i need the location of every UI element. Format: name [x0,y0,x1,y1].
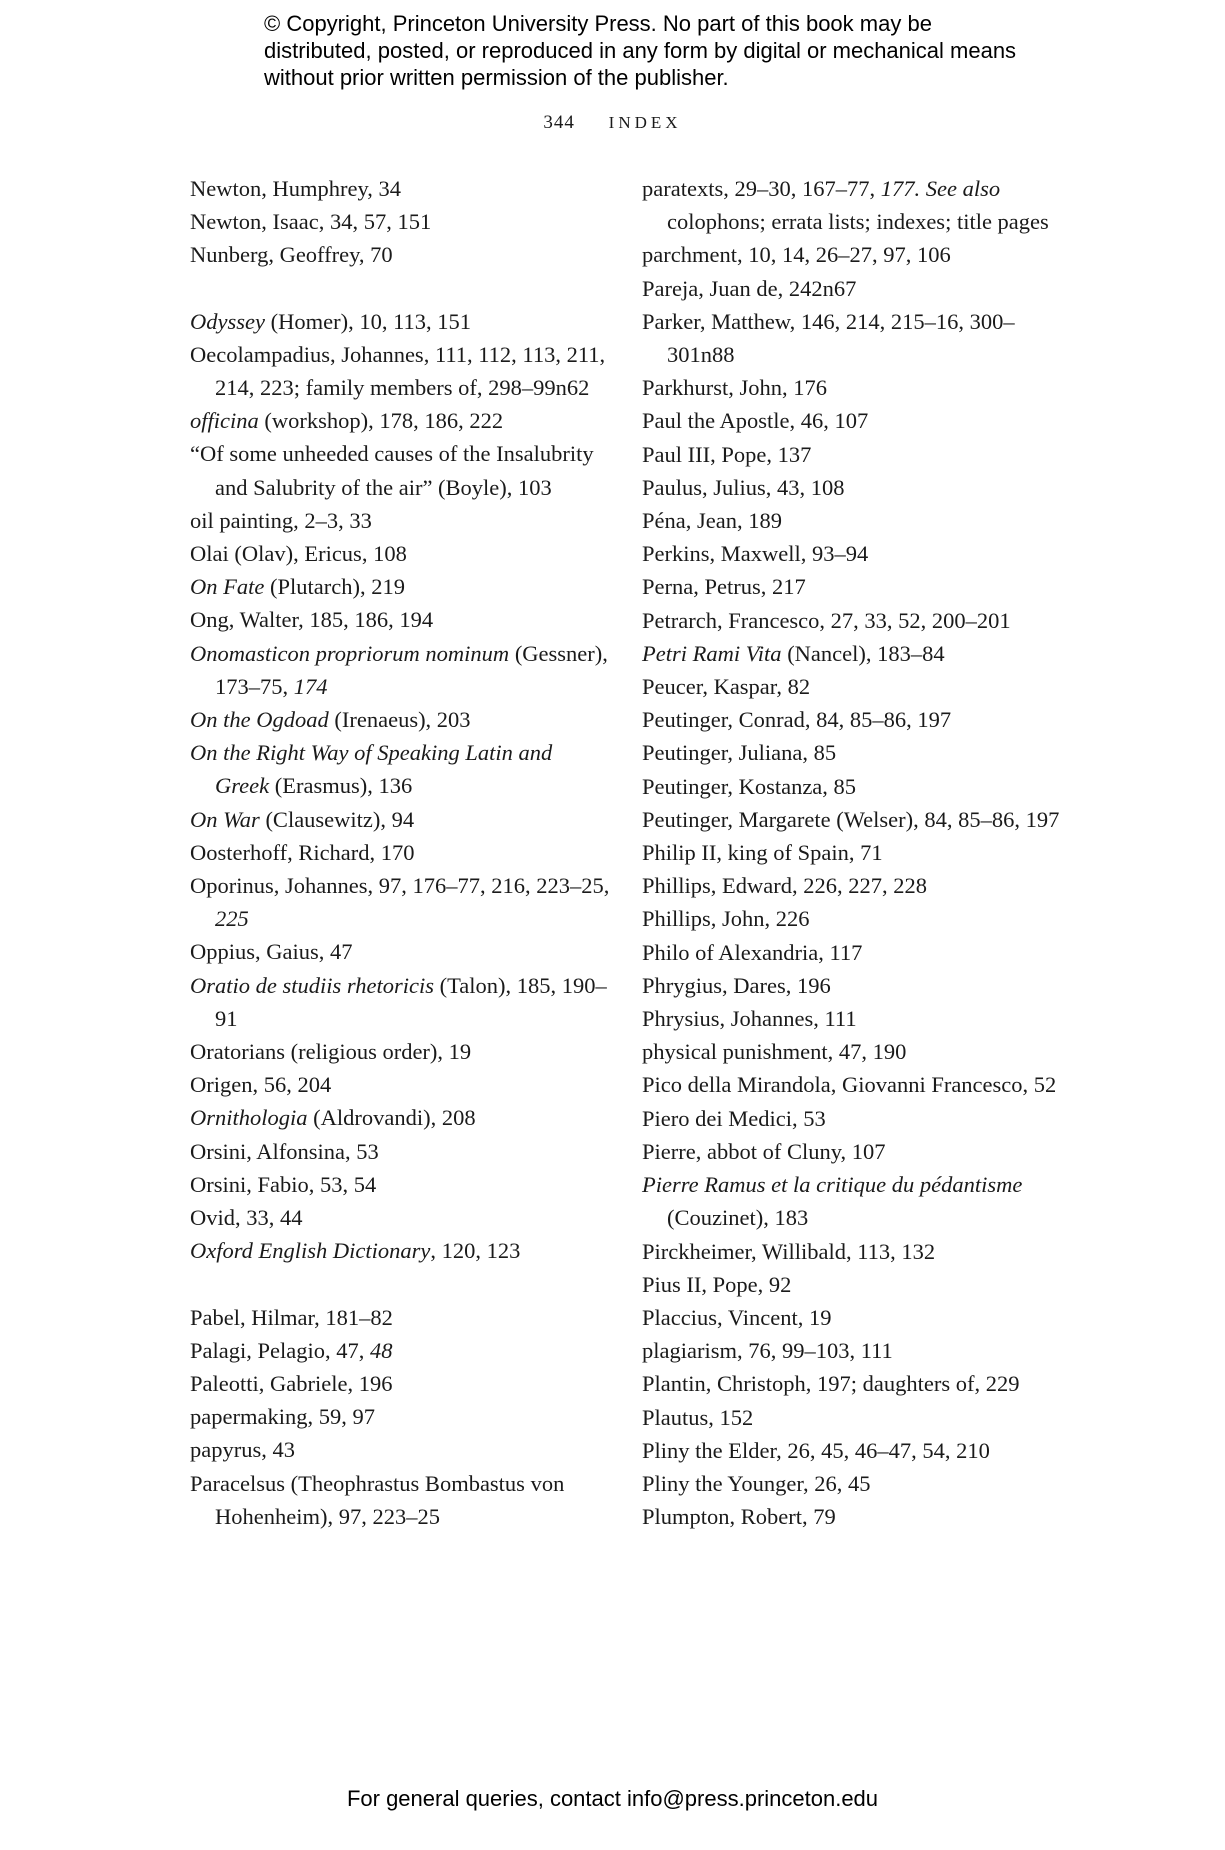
entry-text: Peutinger, Juliana, 85 [642,740,837,766]
index-entry [642,305,1062,371]
entry-text: Peutinger, Conrad, 84, 85–86, 197 [642,707,952,733]
index-entry [642,604,1062,637]
index-entry [642,1334,1062,1367]
index-entry [190,1433,610,1466]
entry-text: Ong, Walter, 185, 186, 194 [190,607,434,633]
index-entry [190,869,610,935]
entry-text: oil painting, 2–3, 33 [190,507,372,533]
entry-italic-text: Odyssey [190,308,265,334]
entry-text: (Talon), 185, 190–91 [215,972,607,1031]
index-entry [642,1168,1062,1234]
entry-italic-text: 225 [215,906,249,932]
index-entry [190,570,610,603]
entry-italic-text: 48 [369,1337,393,1363]
entry-text: Pierre, abbot of Cluny, 107 [642,1138,886,1164]
entry-italic-text: Pierre Ramus et la critique du pédantisme [642,1172,1023,1198]
index-entry [642,1268,1062,1301]
index-entry [190,338,610,404]
entry-text: Phrysius, Johannes, 111 [642,1006,857,1032]
index-entry [190,1168,610,1201]
index-entry [190,1035,610,1068]
entry-text: Orsini, Alfonsina, 53 [190,1138,379,1164]
entry-text: Paracelsus (Theophrastus Bombastus von Hohenheim), 97, 223–25 [190,1470,565,1529]
index-entry [642,770,1062,803]
entry-text: Petrarch, Francesco, 27, 33, 52, 200–201 [642,607,1011,633]
index-entry [642,1500,1062,1533]
entry-text: Placcius, Vincent, 19 [642,1304,832,1330]
index-entry [190,1400,610,1433]
entry-text: papyrus, 43 [190,1437,295,1463]
entry-text: Piero dei Medici, 53 [642,1105,826,1131]
index-entry [642,172,1062,238]
entry-text: Newton, Humphrey, 34 [190,176,402,201]
entry-text: parchment, 10, 14, 26–27, 97, 106 [642,242,951,268]
entry-text: Pico della Mirandola, Giovanni Francesco, 52 [642,1072,1057,1098]
entry-text: Pabel, Hilmar, 181–82 [190,1304,393,1330]
index-entry [642,1068,1062,1101]
entry-text: Pliny the Elder, 26, 45, 46–47, 54, 210 [642,1437,990,1463]
entry-italic-text: Oratio de studiis rhetoricis [190,972,434,998]
index-entry [642,1367,1062,1400]
index-entry [642,703,1062,736]
entry-italic-text: Onomasticon propriorum nominum [190,640,510,666]
index-column-right [642,172,1062,1533]
entry-italic-text: On the Ogdoad [190,707,329,733]
entry-text: Philo of Alexandria, 117 [642,939,863,965]
entry-text: (Plutarch), 219 [264,574,405,600]
entry-text: Phrygius, Dares, 196 [642,972,831,998]
index-entry [190,437,610,503]
index-entry [642,836,1062,869]
entry-text: Palagi, Pelagio, 47, [190,1337,370,1363]
entry-text: Perkins, Maxwell, 93–94 [642,541,869,567]
index-entry [190,1101,610,1134]
index-entry [642,537,1062,570]
entry-text: plagiarism, 76, 99–103, 111 [642,1338,893,1364]
entry-italic-text: On War [190,806,260,832]
index-entry [642,869,1062,902]
entry-italic-text: officina [190,408,259,434]
index-entry [190,172,610,205]
index-entry [190,969,610,1035]
entry-text: Phillips, Edward, 226, 227, 228 [642,873,927,899]
index-entry [190,1301,610,1334]
index-entry [642,803,1062,836]
entry-italic-text: 174 [293,673,328,699]
index-entry [642,1235,1062,1268]
index-entry [642,471,1062,504]
index-column-left [190,172,610,1533]
index-entry [190,1234,610,1267]
index-entry [642,969,1062,1002]
index-entry [190,238,610,271]
entry-text: (Clausewitz), 94 [259,806,415,832]
entry-text: Paul the Apostle, 46, 107 [642,408,869,434]
entry-text: Paleotti, Gabriele, 196 [190,1370,393,1396]
index-entry [190,1467,610,1533]
entry-text: Plumpton, Robert, 79 [642,1504,836,1530]
index-entry [642,902,1062,935]
index-entry [190,1135,610,1168]
entry-text: Parker, Matthew, 146, 214, 215–16, 300–301n88 [642,308,1015,368]
entry-text: Orsini, Fabio, 53, 54 [190,1171,377,1197]
index-entry [190,1367,610,1400]
index-entry [642,670,1062,703]
index-entry [642,272,1062,305]
index-entry [190,836,610,869]
index-entry [642,570,1062,603]
entry-text: Origen, 56, 204 [190,1072,332,1098]
index-entry [190,1334,610,1367]
index-entry [642,404,1062,437]
entry-text: (Couzinet), 183 [667,1205,809,1231]
index-entry [190,537,610,570]
entry-text: Philip II, king of Spain, 71 [642,840,883,866]
index-entry [642,1301,1062,1334]
entry-text: Newton, Isaac, 34, 57, 151 [190,209,432,235]
entry-italic-text: Ornithologia [190,1105,308,1131]
footer-contact: For general queries, contact info@press.princeton.edu [346,1786,879,1811]
entry-text: (Gessner), 173–75, [215,640,608,699]
entry-text: (Nancel), 183–84 [781,640,945,666]
entry-text: (Aldrovandi), 208 [307,1105,476,1131]
index-entry [190,404,610,437]
entry-text: Oratorians (religious order), 19 [190,1039,472,1065]
copyright-notice: © Copyright, Princeton University Press. No part of this book may be distributed, posted, or reproduced in any form by digital or mechanical means without prior written permission of the publisher. [264,11,1017,90]
entry-text: Perna, Petrus, 217 [642,574,806,600]
entry-text: Nunberg, Geoffrey, 70 [190,242,393,268]
index-entry [190,1201,610,1234]
entry-text: Paulus, Julius, 43, 108 [642,474,845,500]
index-entry [642,1434,1062,1467]
entry-text: Peutinger, Margarete (Welser), 84, 85–86, 197 [642,806,1060,832]
index-entry [190,703,610,736]
index-entry [642,1002,1062,1035]
index-entry [642,936,1062,969]
section-title: INDEX [608,113,682,132]
entry-text: (workshop), 178, 186, 222 [258,408,504,434]
entry-text: Pareja, Juan de, 242n67 [642,275,857,301]
index-entry [190,205,610,238]
entry-text: Paul III, Pope, 137 [642,441,812,467]
index-entry [642,1135,1062,1168]
index-entry [190,736,610,802]
entry-text: Parkhurst, John, 176 [642,375,827,401]
entry-text: “Of some unheeded causes of the Insalubrity and Salubrity of the air” (Boyle), 103 [190,441,594,500]
entry-text: Olai (Olav), Ericus, 108 [190,541,407,567]
entry-text: (Irenaeus), 203 [328,707,471,733]
index-entry [190,603,610,636]
entry-text: Plautus, 152 [642,1404,754,1430]
entry-text: Peutinger, Kostanza, 85 [642,773,857,799]
entry-text: Pius II, Pope, 92 [642,1271,792,1297]
entry-text: (Erasmus), 136 [269,773,413,799]
index-entry [642,504,1062,537]
index-entry [190,935,610,968]
entry-italic-text: On the Right Way of Speaking Latin and Greek [190,740,553,799]
index-entry [642,438,1062,471]
entry-text: Plantin, Christoph, 197; daughters of, 229 [642,1371,1020,1397]
entry-italic-text: Oxford English Dictionary [190,1238,431,1264]
entry-text: Pirckheimer, Willibald, 113, 132 [642,1238,936,1264]
index-entry [190,803,610,836]
index-entry [642,1035,1062,1068]
index-entry [642,637,1062,670]
entry-text: physical punishment, 47, 190 [642,1039,907,1065]
index-entry [190,504,610,537]
letter-gap [190,1268,610,1301]
index-entry [190,1068,610,1101]
index-entry [642,371,1062,404]
index-entry [642,1401,1062,1434]
index-entry [642,1102,1062,1135]
entry-italic-text: 177. See also [880,176,1001,201]
entry-text: Phillips, John, 226 [642,906,810,932]
index-entry [642,736,1062,769]
entry-text: Pliny the Younger, 26, 45 [642,1470,871,1496]
index-entry [642,1467,1062,1500]
entry-text: papermaking, 59, 97 [190,1404,375,1430]
entry-text: Peucer, Kaspar, 82 [642,674,811,700]
entry-text: (Homer), 10, 113, 151 [264,308,471,334]
entry-italic-text: On Fate [190,574,265,600]
letter-gap [190,272,610,305]
index-entry [642,238,1062,271]
entry-text: Oecolampadius, Johannes, 111, 112, 113, 211, 214, 223; family members of, 298–99n62 [190,341,606,401]
entry-text: Ovid, 33, 44 [190,1205,303,1231]
index-entry [190,637,610,703]
running-head [0,112,1225,134]
entry-text: , 120, 123 [430,1238,521,1264]
page-number: 344 [543,112,575,133]
index-entry [190,305,610,338]
entry-text: Péna, Jean, 189 [642,508,782,534]
entry-text: Oporinus, Johannes, 97, 176–77, 216, 223–25, [190,873,610,899]
entry-text: Oosterhoff, Richard, 170 [190,839,415,865]
entry-text: colophons; errata lists; indexes; title pages [667,209,1049,235]
entry-text: Oppius, Gaius, 47 [190,939,353,965]
entry-italic-text: Petri Rami Vita [642,640,782,666]
entry-text: paratexts, 29–30, 167–77, [642,176,881,201]
